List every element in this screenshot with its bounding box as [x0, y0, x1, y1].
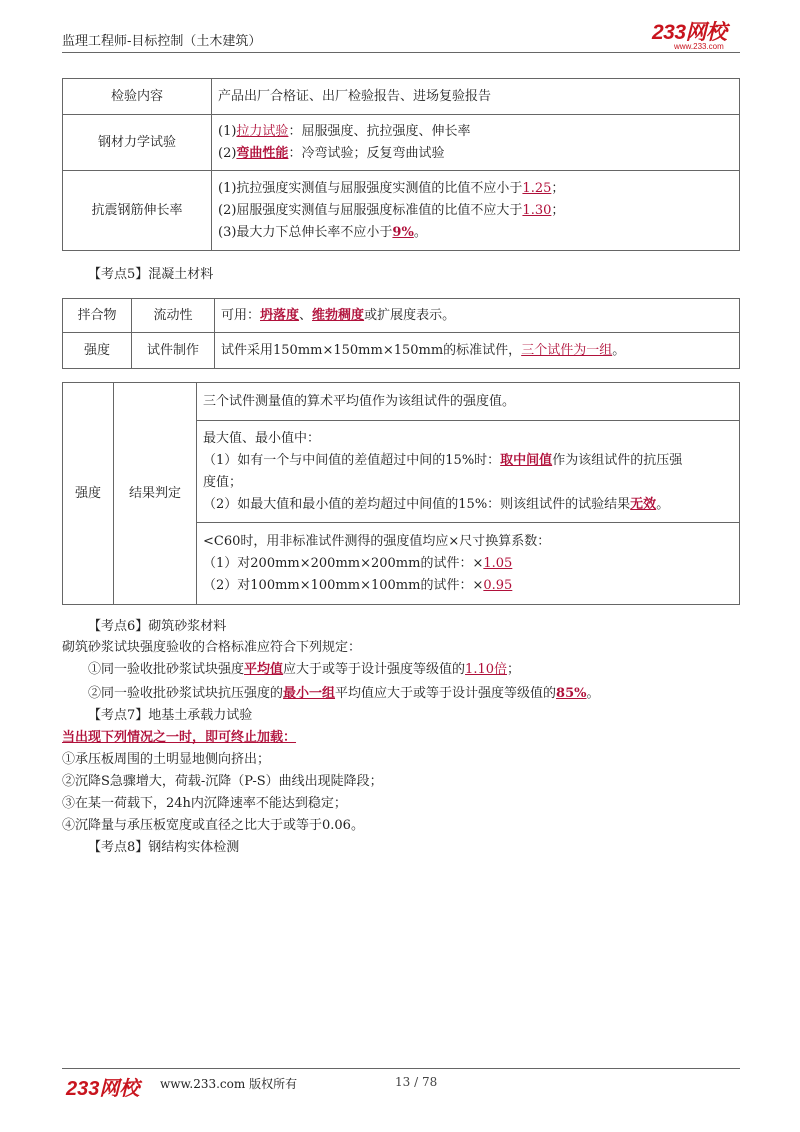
strength-result-table — [62, 382, 740, 605]
key-term: 最小一组 — [283, 686, 336, 701]
key-term: 平均值 — [244, 662, 284, 677]
cell-label: 检验内容 — [63, 79, 212, 115]
emphasis-lead: 当出现下列情况之一时，即可终止加载： — [62, 730, 297, 745]
key-value: 9% — [392, 224, 414, 240]
list-item: ②同一验收批砂浆试块抗压强度的最小一组平均值应大于或等于设计强度等级值的85%。 — [88, 686, 600, 701]
key-value: 1.05 — [483, 555, 513, 571]
key-term: 维勃稠度 — [312, 307, 365, 323]
cell-label: 结果判定 — [114, 383, 197, 605]
section-heading-kd5: 【考点5】混凝土材料 — [88, 267, 214, 282]
key-term: 拉力试验 — [236, 123, 289, 139]
table-row — [63, 171, 740, 251]
paragraph: 砌筑砂浆试块强度验收的合格标准应符合下列规定： — [62, 640, 362, 655]
cell-label: 强度 — [63, 383, 114, 605]
table-row — [63, 79, 740, 115]
key-value: 1.30 — [522, 202, 552, 218]
cell-content: 可用：坍落度、维勃稠度或扩展度表示。 — [215, 299, 740, 333]
cell-content: 产品出厂合格证、出厂检验报告、进场复验报告 — [212, 79, 740, 115]
footer-logo[interactable]: 233网校 — [66, 1078, 140, 1100]
list-item: ①承压板周围的土明显地侧向挤出； — [62, 752, 271, 767]
cell-content: <C60时，用非标准试件测得的强度值均应×尺寸换算系数： （1）对200mm×200mm×200mm的试件：×1.05 （2）对100mm×100mm×100mm的试件：×0.95 — [197, 523, 740, 605]
key-value: 85% — [556, 686, 587, 701]
section-heading-kd7: 【考点7】地基土承载力试验 — [88, 708, 253, 723]
footer-divider — [62, 1068, 740, 1069]
section-heading-kd8: 【考点8】钢结构实体检测 — [88, 840, 240, 855]
section-heading-kd6: 【考点6】砌筑砂浆材料 — [88, 619, 227, 634]
cell-label: 试件制作 — [132, 333, 215, 369]
list-item: ②沉降S急骤增大，荷载-沉降（P-S）曲线出现陡降段； — [62, 774, 383, 789]
table-row — [63, 115, 740, 171]
logo-text: 233网校 — [652, 21, 727, 44]
cell-label: 钢材力学试验 — [63, 115, 212, 171]
list-item: ①同一验收批砂浆试块强度平均值应大于或等于设计强度等级值的1.10倍； — [88, 662, 521, 677]
cell-content: 三个试件测量值的算术平均值作为该组试件的强度值。 — [197, 383, 740, 421]
brand-logo[interactable] — [652, 22, 740, 52]
page-number: 13 / 78 — [395, 1075, 438, 1089]
cell-content: 试件采用150mm×150mm×150mm的标准试件，三个试件为一组。 — [215, 333, 740, 369]
cell-label: 流动性 — [132, 299, 215, 333]
key-value: 1.25 — [522, 180, 552, 196]
table-row — [63, 383, 740, 421]
footer-copyright: www.233.com 版权所有 — [160, 1077, 298, 1091]
key-value: 1.10倍 — [465, 662, 507, 677]
steel-test-table — [62, 78, 740, 251]
list-item: ④沉降量与承压板宽度或直径之比大于或等于0.06。 — [62, 818, 364, 833]
document-header-title: 监理工程师-目标控制（土木建筑） — [62, 34, 262, 49]
cell-label: 抗震钢筋伸长率 — [63, 171, 212, 251]
header-divider — [62, 52, 740, 53]
cell-content: 最大值、最小值中： （1）如有一个与中间值的差值超过中间的15%时：取中间值作为该组试件的抗压强 度值； （2）如最大值和最小值的差均超过中间值的15%：则该组试件的试验结果无效。 — [197, 421, 740, 523]
key-term: 三个试件为一组 — [521, 342, 613, 358]
key-term: 坍落度 — [260, 307, 300, 323]
key-term: 无效 — [630, 496, 657, 512]
table-row — [63, 299, 740, 333]
cell-content: (1)拉力试验：屈服强度、抗拉强度、伸长率 (2)弯曲性能：冷弯试验；反复弯曲试验 — [212, 115, 740, 171]
cell-label: 拌合物 — [63, 299, 132, 333]
logo-url: www.233.com — [674, 42, 724, 51]
key-value: 0.95 — [483, 577, 513, 593]
key-term: 取中间值 — [500, 452, 553, 468]
concrete-table — [62, 298, 740, 369]
cell-label: 强度 — [63, 333, 132, 369]
key-term: 弯曲性能 — [236, 145, 289, 161]
cell-content: (1)抗拉强度实测值与屈服强度实测值的比值不应小于1.25； (2)屈服强度实测值与屈服强度标准值的比值不应大于1.30； (3)最大力下总伸长率不应小于9%。 — [212, 171, 740, 251]
list-item: ③在某一荷载下，24h内沉降速率不能达到稳定； — [62, 796, 347, 811]
table-row — [63, 333, 740, 369]
